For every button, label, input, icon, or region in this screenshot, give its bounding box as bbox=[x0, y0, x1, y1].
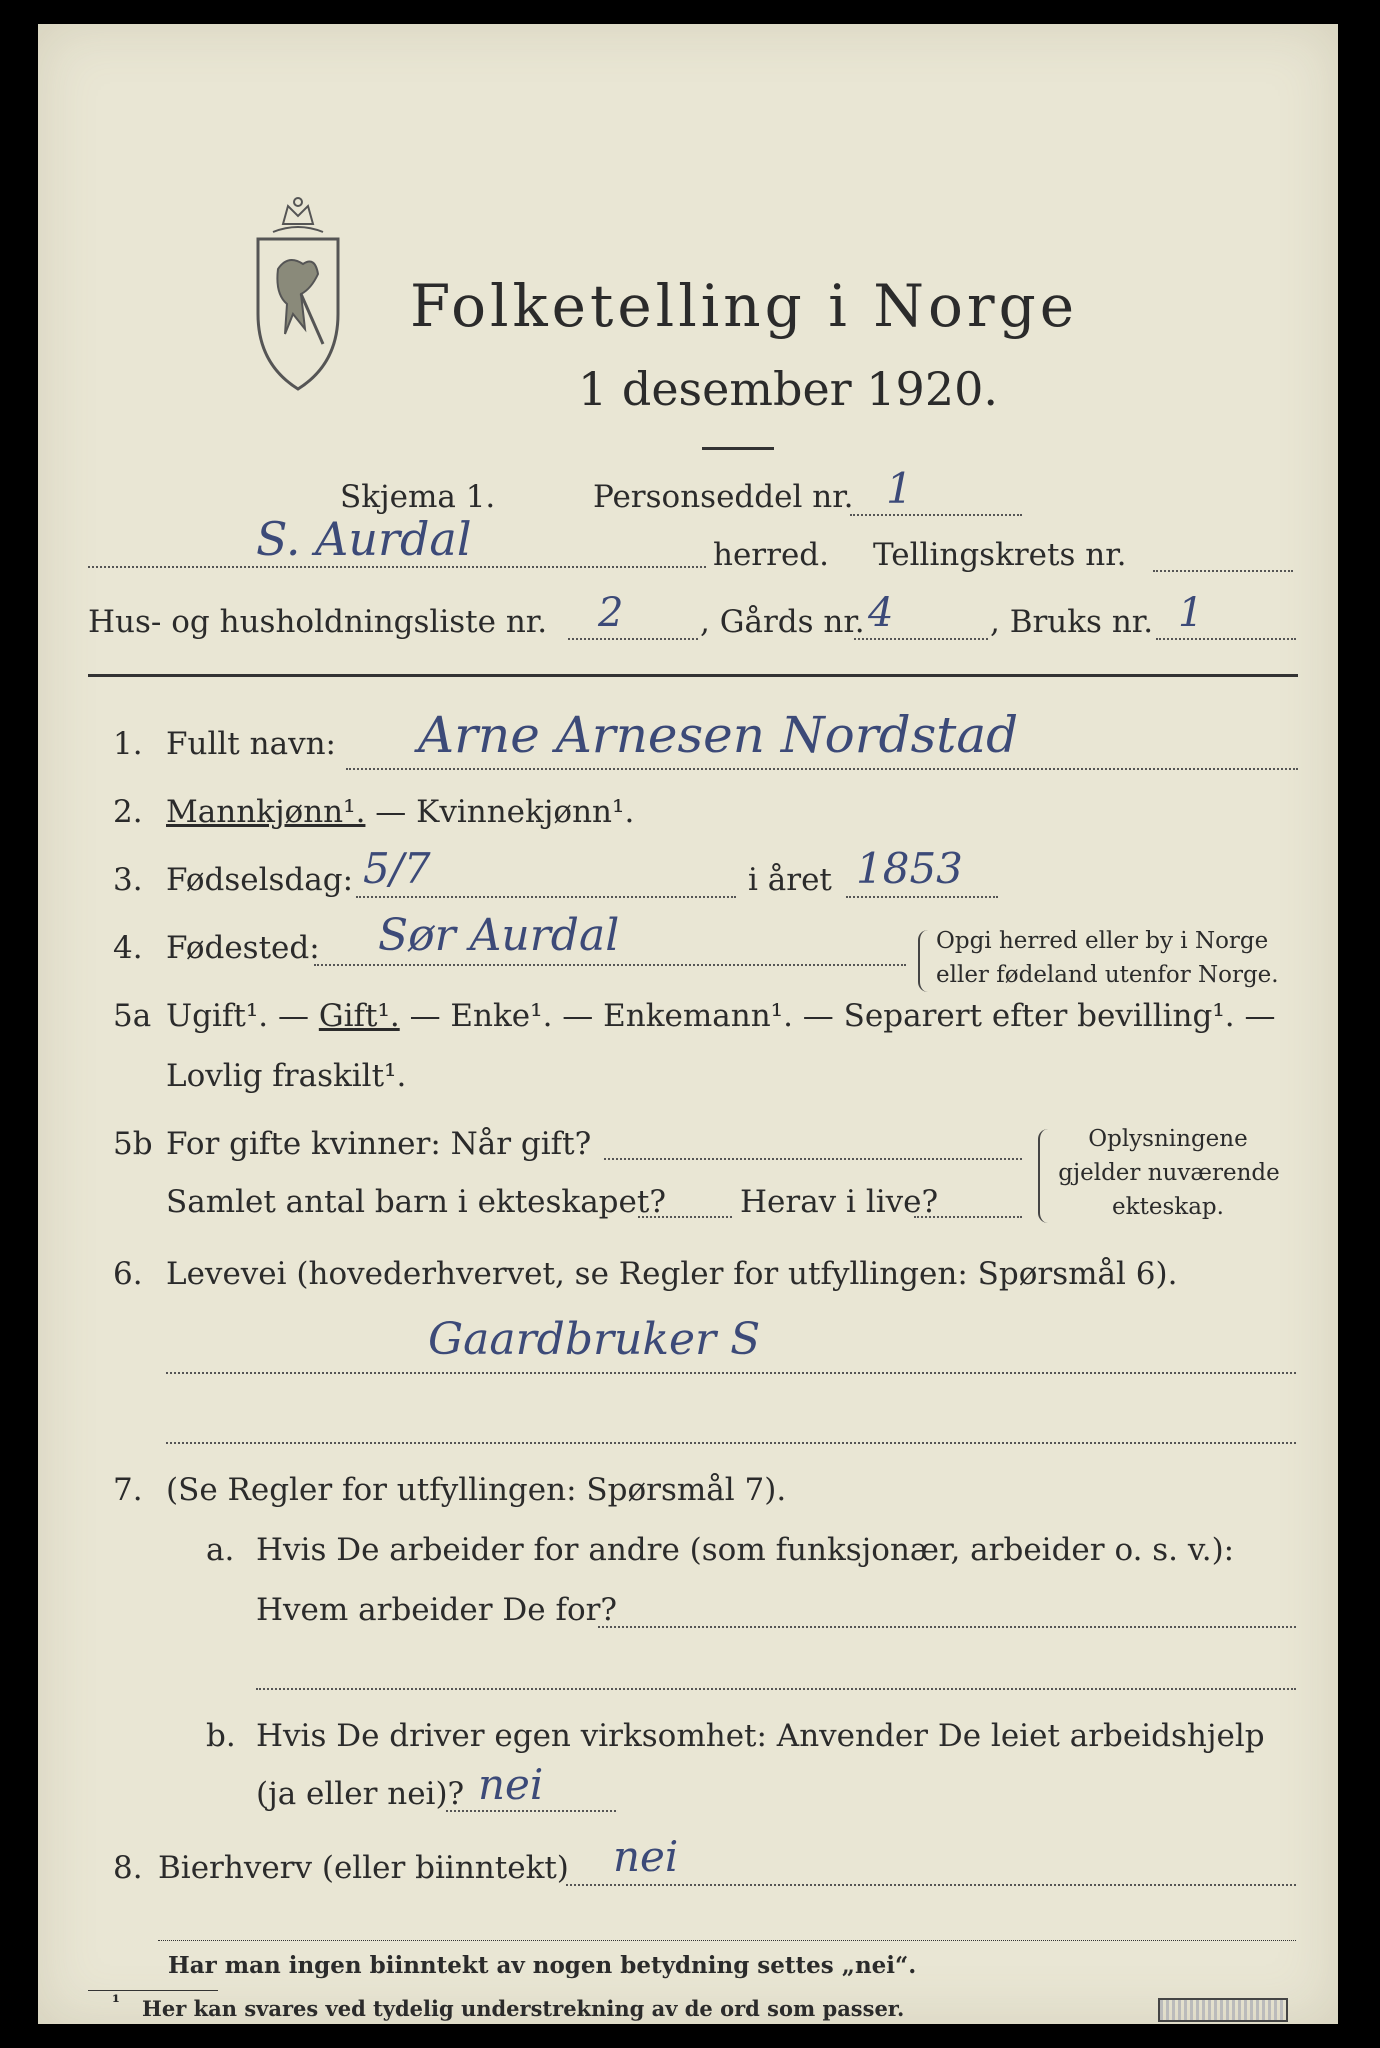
personseddel-line bbox=[850, 514, 1022, 516]
q7-label: (Se Regler for utfyllingen: Spørsmål 7). bbox=[166, 1472, 787, 1508]
q5b-label-3: Herav i live? bbox=[740, 1184, 939, 1220]
bruks-line bbox=[1156, 638, 1296, 640]
q3-label: Fødselsdag: bbox=[166, 862, 354, 898]
q5b-label-1: For gifte kvinner: Når gift? bbox=[166, 1126, 592, 1162]
q5b-line-2 bbox=[638, 1216, 732, 1218]
q4-birthplace-value: Sør Aurdal bbox=[378, 910, 620, 961]
gards-line bbox=[854, 638, 988, 640]
q2-separator: — bbox=[365, 794, 417, 830]
q1-full-name: Arne Arnesen Nordstad bbox=[418, 706, 1019, 764]
q5b-note-2: gjelder nuværende bbox=[1058, 1160, 1280, 1186]
q4-number: 4. bbox=[113, 930, 143, 966]
herred-value: S. Aurdal bbox=[256, 512, 472, 566]
personseddel-label: Personseddel nr. bbox=[593, 479, 854, 515]
q5b-note-1: Oplysningene bbox=[1088, 1126, 1248, 1152]
herred-label: herred. bbox=[713, 537, 829, 573]
q8-line-1 bbox=[566, 1884, 1296, 1886]
q7b-value: nei bbox=[478, 1760, 544, 1809]
footnote-text: Her kan svares ved tydelig understrekning av de ord som passer. bbox=[142, 1996, 905, 2021]
q5b-bracket bbox=[1038, 1129, 1050, 1223]
q7b-text: Hvis De driver egen virksomhet: Anvender De leiet arbeidshjelp bbox=[256, 1718, 1265, 1754]
q3-year-line bbox=[846, 896, 998, 898]
q5a-rest: — Enke¹. — Enkemann¹. — Separert efter bevilling¹. — bbox=[399, 998, 1276, 1034]
hus-value: 2 bbox=[598, 590, 624, 636]
q8-line-2 bbox=[158, 1940, 1296, 1941]
q5b-note-3: ekteskap. bbox=[1112, 1194, 1224, 1220]
tellingskrets-line bbox=[1153, 570, 1293, 572]
q7b-line bbox=[446, 1810, 616, 1812]
q4-line bbox=[314, 964, 906, 966]
q5a-number: 5a bbox=[113, 998, 152, 1034]
q8-value: nei bbox=[613, 1832, 679, 1881]
q2-kvinne: Kvinnekjønn¹. bbox=[416, 794, 635, 830]
tellingskrets-label: Tellingskrets nr. bbox=[873, 537, 1127, 573]
census-form-sheet bbox=[38, 24, 1338, 2024]
gards-label: , Gårds nr. bbox=[700, 604, 865, 640]
personseddel-value: 1 bbox=[886, 464, 913, 513]
q5b-label-2: Samlet antal barn i ekteskapet? bbox=[166, 1184, 666, 1220]
census-date: 1 desember 1920. bbox=[578, 362, 998, 416]
hus-label: Hus- og husholdningsliste nr. bbox=[88, 604, 548, 640]
q3-year-value: 1853 bbox=[856, 844, 963, 893]
q4-label: Fødested: bbox=[166, 930, 320, 966]
q4-note-1: Opgi herred eller by i Norge bbox=[936, 928, 1269, 954]
norway-coat-of-arms-icon bbox=[243, 194, 353, 394]
q6-occupation-value: Gaardbruker S bbox=[428, 1314, 761, 1365]
q1-number: 1. bbox=[113, 726, 143, 762]
q5a-ugift: Ugift¹. bbox=[166, 998, 269, 1034]
q3-birthday-value: 5/7 bbox=[363, 844, 431, 893]
q8-label: Bierhverv (eller biinntekt) bbox=[158, 1850, 569, 1886]
q5b-line-3 bbox=[914, 1216, 1022, 1218]
q7a-number: a. bbox=[206, 1532, 235, 1568]
q2-options bbox=[166, 794, 634, 830]
q7a-text: Hvis De arbeider for andre (som funksjonær, arbeider o. s. v.): bbox=[256, 1532, 1235, 1568]
q8-number: 8. bbox=[113, 1850, 143, 1886]
q5a-options bbox=[166, 998, 1275, 1034]
q5b-number: 5b bbox=[113, 1126, 153, 1162]
q3-day-line bbox=[356, 896, 736, 898]
printer-stamp bbox=[1158, 1998, 1288, 2022]
bleed-through-text bbox=[1198, 144, 1207, 177]
title-rule bbox=[702, 447, 774, 450]
q2-mann: Mannkjønn¹. bbox=[166, 794, 366, 830]
q2-number: 2. bbox=[113, 794, 143, 830]
nei-note: Har man ingen biinntekt av nogen betydning settes „nei“. bbox=[168, 1952, 917, 1979]
q7a-label: Hvem arbeider De for? bbox=[256, 1592, 618, 1628]
q5a-line2: Lovlig fraskilt¹. bbox=[166, 1058, 407, 1094]
q7-number: 7. bbox=[113, 1472, 143, 1508]
q7a-line-1 bbox=[598, 1626, 1296, 1628]
footnote-mark: ¹ bbox=[112, 1992, 120, 2013]
form-title: Folketelling i Norge bbox=[410, 272, 1079, 340]
q7a-line-2 bbox=[256, 1688, 1296, 1690]
q3-number: 3. bbox=[113, 862, 143, 898]
q4-bracket bbox=[918, 930, 930, 992]
herred-line bbox=[88, 566, 706, 568]
q6-line-1 bbox=[166, 1372, 1296, 1374]
section-divider bbox=[88, 674, 1298, 677]
q1-label: Fullt navn: bbox=[166, 726, 336, 762]
q5a-separator: — bbox=[268, 998, 319, 1034]
hus-line bbox=[568, 638, 698, 640]
bruks-label: , Bruks nr. bbox=[990, 604, 1154, 640]
q5b-line-1 bbox=[604, 1158, 1022, 1160]
skjema-label: Skjema 1. bbox=[340, 479, 496, 515]
q5a-gift: Gift¹. bbox=[318, 998, 400, 1034]
bruks-value: 1 bbox=[1178, 590, 1204, 636]
q1-line bbox=[346, 768, 1298, 770]
q3-year-label: i året bbox=[748, 862, 832, 898]
footnote-rule bbox=[88, 1990, 218, 1991]
gards-value: 4 bbox=[868, 590, 894, 636]
q7b-number: b. bbox=[206, 1718, 236, 1754]
q6-line-2 bbox=[166, 1442, 1296, 1444]
q6-label: Levevei (hovederhvervet, se Regler for utfyllingen: Spørsmål 6). bbox=[166, 1256, 1178, 1292]
q6-number: 6. bbox=[113, 1256, 143, 1292]
q4-note-2: eller fødeland utenfor Norge. bbox=[936, 962, 1279, 988]
q7b-label: (ja eller nei)? bbox=[256, 1776, 465, 1812]
